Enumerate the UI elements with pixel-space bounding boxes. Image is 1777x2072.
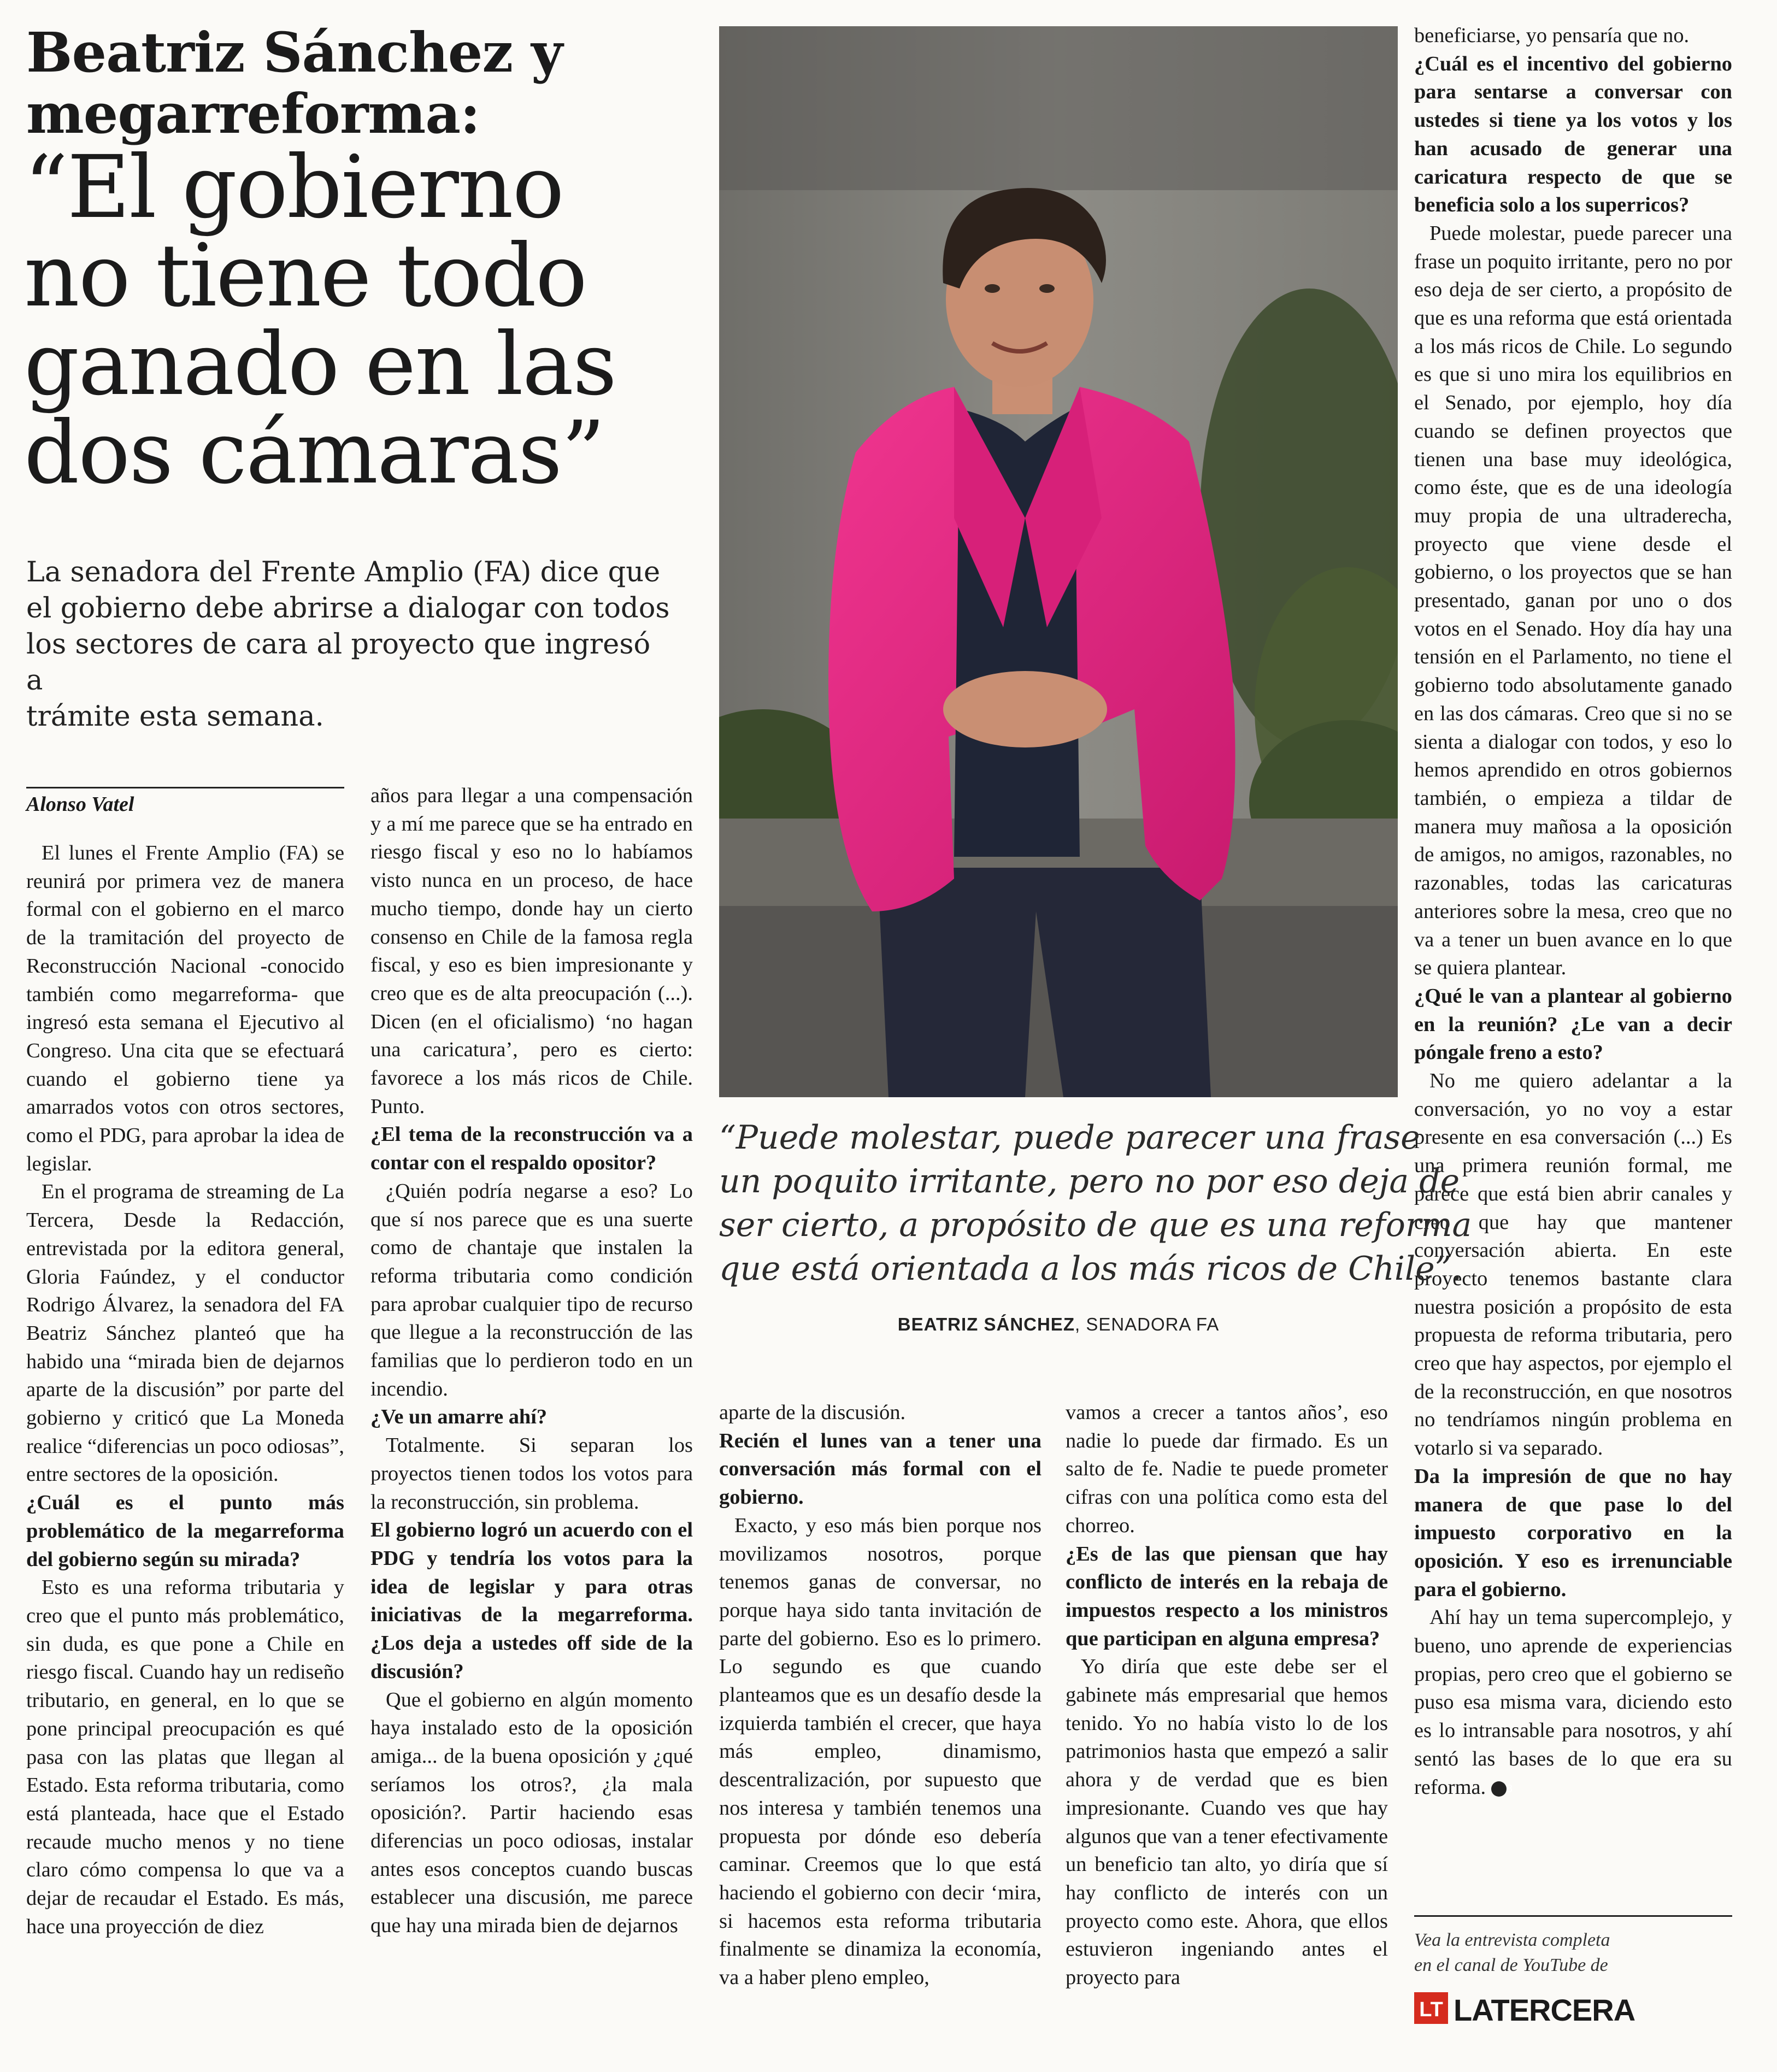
deck-line: los sectores de cara al proyecto que ingresó a	[26, 628, 651, 697]
deck-line: La senadora del Frente Amplio (FA) dice que	[26, 556, 661, 588]
headline-quote-line: no tiene todo	[24, 226, 587, 326]
video-footnote	[1414, 1928, 1732, 1978]
headline-quote-line: “El gobierno	[24, 137, 563, 238]
headline-kicker-line: Beatriz Sánchez y	[26, 20, 563, 85]
end-mark-icon: 8	[1491, 1781, 1507, 1797]
body-paragraph: Totalmente. Si separan los proyectos tienen todos los votos para la reconstrucción, sin problema.	[370, 1434, 693, 1514]
logo-wordmark: LATERCERA	[1454, 1993, 1635, 2027]
deck-line: trámite esta semana.	[26, 701, 324, 733]
byline: Alonso Vatel	[26, 787, 344, 818]
article-column-5	[1414, 22, 1732, 1802]
attribution-name: BEATRIZ SÁNCHEZ	[897, 1314, 1075, 1334]
body-paragraph: aparte de la discusión.	[719, 1401, 906, 1424]
interview-question: ¿Es de las que piensan que hay conflicto de interés en la rebaja de impuestos respecto a los ministros que participan en alguna empresa?	[1066, 1542, 1388, 1650]
body-paragraph: Exacto, y eso más bien porque nos movilizamos nosotros, porque tenemos ganas de conversar, no porque haya sido tanta invitación de parte del gobierno. Eso es lo primero. Lo segundo es que cuando planteamos que es un desafío desde la izquierda también el crecer, que haya más empleo, dinamismo, descentralización, por supuesto que nos interesa y también tenemos una propuesta por dónde eso debería caminar. Creemos que lo que está haciendo el gobierno con decir ‘mira, si hacemos esta reforma tributaria finalmente se dinamiza la economía, va a haber pleno empleo,	[719, 1514, 1042, 1989]
article-column-3	[719, 1399, 1042, 1992]
headline-quote-line: dos cámaras”	[24, 403, 604, 503]
body-paragraph: En el programa de streaming de La Tercera, Desde la Redacción, entrevistada por la editora general, Gloria Faúndez, y el conductor Rodrigo Álvarez, la senadora del FA Beatriz Sánchez planteó que ha habido una “mirada bien de dejarnos aparte de la discusión” por parte del gobierno y criticó que La Moneda realice “diferencias un poco odiosas”, entre sectores de la oposición.	[26, 1180, 344, 1486]
logo-mark	[1414, 1989, 1655, 2027]
body-paragraph: Esto es una reforma tributaria y creo que el punto más problemático, sin duda, es que pone a Chile en riesgo fiscal. Cuando hay un rediseño tributario, en general, en lo que se pone principal preocupación es qué pasa con las platas que llegan al Estado. Esta reforma tributaria, como está planteada, hace que el Estado recaude mucho menos y no tiene claro cómo compensa lo que va a dejar de recaudar el Estado. Es más, hace una proyección de diez	[26, 1576, 344, 1938]
pull-quote	[719, 1116, 1472, 1291]
headline-kicker-line: megarreforma:	[26, 81, 480, 146]
headline-quote	[24, 137, 702, 503]
interview-question: ¿El tema de la reconstrucción va a contar con el respaldo opositor?	[370, 1123, 693, 1175]
footnote-line: Vea la entrevista completa	[1414, 1930, 1610, 1950]
attribution-role: , SENADORA FA	[1074, 1314, 1220, 1334]
article-column-2	[370, 782, 693, 1940]
la-tercera-logo	[1414, 1989, 1655, 2027]
article-column-4	[1066, 1399, 1388, 1992]
interview-question: ¿Cuál es el punto más problemático de la megarreforma del gobierno según su mirada?	[26, 1491, 344, 1571]
interview-question: ¿Cuál es el incentivo del gobierno para sentarse a conversar con ustedes si tiene ya los votos y los han acusado de generar una caricatura respecto de que se beneficia solo a los superricos?	[1414, 52, 1732, 217]
deck-summary	[26, 555, 671, 735]
interview-question: ¿Qué le van a plantear al gobierno en la reunión? ¿Le van a decir póngale freno a esto?	[1414, 984, 1732, 1064]
body-paragraph: ¿Quién podría negarse a eso? Lo que sí nos parece que es una suerte como de chantaje que instalen la reforma tributaria como condición para aprobar cualquier tipo de recurso que llegue a la reconstrucción de las familias que lo perdieron todo en un incendio.	[370, 1179, 693, 1400]
body-paragraph: vamos a crecer a tantos años’, eso nadie lo puede dar firmado. Es un salto de fe. Nadie te puede prometer cifras con una política como esta del chorreo.	[1066, 1401, 1388, 1537]
body-paragraph: No me quiero adelantar a la conversación, yo no voy a estar presente en esa conversación (...) Es una primera reunión formal, me parece que está bien abrir canales y creo que hay que mantener conversación abierta. En este proyecto tenemos bastante clara nuestra posición a propósito de esta propuesta de reforma tributaria, pero creo que hay aspectos, por ejemplo el de la reconstrucción, en que nosotros no tendríamos ningún problema en votarlo si va separado.	[1414, 1069, 1732, 1460]
body-paragraph: beneficiarse, yo pensaría que no.	[1414, 24, 1690, 47]
deck-line: el gobierno debe abrirse a dialogar con todos	[26, 592, 670, 625]
portrait-illustration	[719, 26, 1398, 1097]
interview-question: El gobierno logró un acuerdo con el PDG y tendría los votos para la idea de legislar y para otras iniciativas de la megarreforma. ¿Los deja a ustedes off side de la discusión?	[370, 1518, 693, 1683]
pull-quote-line: que está orientada a los más ricos de Chile”.	[719, 1250, 1462, 1288]
body-paragraph: Yo diría que este debe ser el gabinete más empresarial que hemos tenido. Yo no había visto lo de los patrimonios hasta que empezó a salir ahora y de verdad que es bien impresionante. Cuando ves que hay algunos que van a tener efectivamente un beneficio tan alto, yo diría que sí hay conflicto de interés con un proyecto como este. Ahora, que ellos estuvieron ingeniando antes el proyecto para	[1066, 1655, 1388, 1989]
body-paragraph: El lunes el Frente Amplio (FA) se reunirá por primera vez de manera formal con el gobierno en el marco de la tramitación del proyecto de Reconstrucción Nacional -conocido también como megarreforma- que ingresó esta semana el Ejecutivo al Congreso. Una cita que se efectuará cuando el gobierno tiene ya amarrados votos con otros sectores, como el PDG, para aprobar la idea de legislar.	[26, 841, 344, 1175]
pull-quote-line: ser cierto, a propósito de que es una reforma	[719, 1206, 1472, 1244]
interview-question: Recién el lunes van a tener una conversación más formal con el gobierno.	[719, 1429, 1042, 1509]
footnote-line: en el canal de YouTube de	[1414, 1955, 1608, 1975]
body-paragraph: Puede molestar, puede parecer una frase un poquito irritante, pero no por eso deja de ser cierto, a propósito de que es una reforma que está orientada a los más ricos de Chile. Lo segundo es que si uno mira los equilibrios en el Senado, por ejemplo, hoy día cuando se definen proyectos que tienen una base muy ideológica, como éste, que es de una ideología muy propia de una ultraderecha, proyecto que viene desde el gobierno, o los proyectos que se han presentado, ganan por uno o dos votos en el Senado. Hoy día hay una tensión en el Parlamento, no tiene el gobierno todo absolutamente ganado en las dos cámaras. Creo que si no se sienta a dialogar con todos, y eso lo hemos aprendido en otros gobiernos también, o empieza a tildar de manera muy mañosa a la oposición de amigos, no amigos, razonables, no razonables, todas las caricaturas anteriores sobre la mesa, creo que no va a tener un buen avance en lo que se quiera plantear.	[1414, 221, 1732, 980]
body-paragraph: años para llegar a una compensación y a mí me parece que se ha entrado en riesgo fiscal y eso no lo habíamos visto nunca en un proceso, de hace mucho tiempo, donde hay un cierto consenso en Chile de la famosa regla fiscal, y eso es bien impresionante y creo que es de alta preocupación (...). Dicen (en el oficialismo) ‘no hagan una caricatura’, pero es cierto: favorece a los más ricos de Chile. Punto.	[370, 784, 693, 1118]
article-column-1	[26, 839, 344, 1941]
body-paragraph: Que el gobierno en algún momento haya instalado esto de la oposición amiga... de la buena oposición y ¿qué seríamos los otros?, ¿la mala oposición?. Partir haciendo esas diferencias un poco odiosas, instalar antes esos conceptos cuando buscas establecer una discusión, me parece que hay una mirada bien de dejarnos	[370, 1688, 693, 1938]
headline-kicker	[26, 22, 687, 144]
logo-mark-text: LT	[1419, 1998, 1443, 2021]
pull-quote-attribution	[719, 1314, 1398, 1335]
headline-quote-line: ganado en las	[24, 314, 616, 415]
pull-quote-line: “Puede molestar, puede parecer una frase	[719, 1119, 1420, 1157]
body-paragraph: Ahí hay un tema supercomplejo, y bueno, uno aprende de experiencias propias, pero creo que el gobierno se puso esa misma vara, diciendo esto es lo intransable para nosotros, y ahí sentó las bases de lo que era su reforma. 8	[1414, 1606, 1732, 1799]
pull-quote-line: un poquito irritante, pero no por eso deja de	[719, 1162, 1460, 1200]
interview-question: ¿Ve un amarre ahí?	[370, 1405, 548, 1429]
interview-question: Da la impresión de que no hay manera de que pase lo del impuesto corporativo en la oposición. Y eso es irrenunciable para el gobierno.	[1414, 1464, 1732, 1601]
portrait-photo	[719, 26, 1398, 1097]
footnote-divider	[1414, 1915, 1732, 1917]
